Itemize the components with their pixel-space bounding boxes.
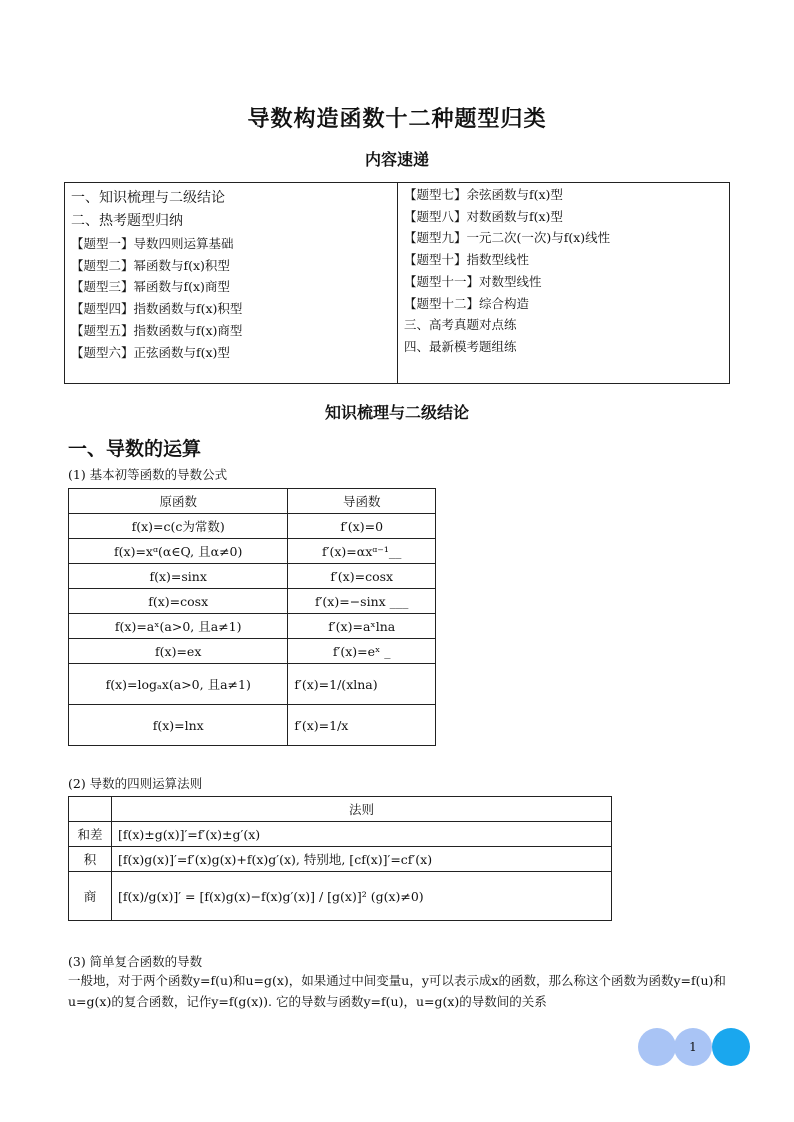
table-row — [69, 664, 436, 705]
table-cell: f(x)=ex — [69, 639, 288, 664]
table-cell: f′(x)=0 — [288, 514, 436, 539]
toc-item: 【题型二】幂函数与f(x)积型 — [71, 257, 230, 273]
section-title: 知识梳理与二级结论 — [324, 403, 469, 422]
table-cell: f′(x)=eˣ _ — [288, 639, 436, 664]
table-row — [69, 564, 436, 589]
table-cell: f(x)=sinx — [69, 564, 288, 589]
table-cell: f′(x)=−sinx ___ — [288, 589, 436, 614]
table-cell: f(x)=c(c为常数) — [69, 514, 288, 539]
rule-formula: [f(x)/g(x)]′ = [f(x)g(x)−f(x)g′(x)] / [g(x)]² (g(x)≠0) — [112, 872, 612, 921]
table-row — [69, 822, 612, 847]
column-header: 导函数 — [288, 489, 436, 514]
rule-label: 商 — [69, 872, 112, 921]
toc-item: 【题型六】正弦函数与f(x)型 — [71, 344, 230, 360]
toc-item: 三、高考真题对点练 — [404, 317, 517, 333]
rule-label: 积 — [69, 847, 112, 872]
column-header: 法则 — [112, 797, 612, 822]
table-row — [69, 705, 436, 746]
table-cell: f′(x)=1/x — [288, 705, 436, 746]
table-cell: f′(x)=αxᵅ⁻¹__ — [288, 539, 436, 564]
table-cell: f(x)=cosx — [69, 589, 288, 614]
table-cell: f(x)=aˣ(a>0, 且a≠1) — [69, 614, 288, 639]
toc-item: 【题型十一】对数型线性 — [404, 273, 542, 289]
table-header-row — [69, 797, 612, 822]
column-header: 原函数 — [69, 489, 288, 514]
page-decoration-circle — [638, 1028, 676, 1066]
table-row — [69, 539, 436, 564]
table-row — [69, 872, 612, 921]
table-row — [69, 847, 612, 872]
table-cell: f′(x)=cosx — [288, 564, 436, 589]
toc-item: 【题型九】一元二次(一次)与f(x)线性 — [404, 230, 611, 246]
page-decoration-circle — [712, 1028, 750, 1066]
composite-function-paragraph: 一般地，对于两个函数y=f(u)和u=g(x)，如果通过中间变量u，y可以表示成x的函数，那么称这个函数为函数y=f(u)和u=g(x)的复合函数，记作y=f(g(x)). 它的导数与函数y=f(u)，u=g(x)的导数间的关系 — [68, 973, 726, 1009]
toc-item: 【题型八】对数函数与f(x)型 — [404, 208, 563, 224]
table-row — [69, 614, 436, 639]
heading-derivative-operations: 一、导数的运算 — [68, 438, 202, 460]
toc-item: 【题型三】幂函数与f(x)商型 — [71, 279, 230, 295]
table-of-contents — [64, 182, 730, 384]
caption-arithmetic-rules: (2) 导数的四则运算法则 — [68, 776, 203, 791]
rule-formula: [f(x)g(x)]′=f′(x)g(x)+f(x)g′(x), 特别地, [cf(x)]′=cf′(x) — [112, 847, 612, 872]
page-number: 1 — [689, 1040, 697, 1054]
document-title: 导数构造函数十二种题型归类 — [247, 107, 547, 132]
table-cell: f′(x)=aˣlna — [288, 614, 436, 639]
toc-right-column — [398, 183, 729, 383]
derivative-formula-table — [68, 488, 436, 746]
toc-item: 一、知识梳理与二级结论 — [71, 190, 225, 206]
table-row — [69, 589, 436, 614]
table-cell: f(x)=logₐx(a>0, 且a≠1) — [69, 664, 288, 705]
toc-item: 【题型十】指数型线性 — [404, 252, 530, 268]
rule-formula: [f(x)±g(x)]′=f′(x)±g′(x) — [112, 822, 612, 847]
table-header-row — [69, 489, 436, 514]
toc-item: 二、热考题型归纳 — [71, 213, 183, 229]
toc-item: 【题型七】余弦函数与f(x)型 — [404, 187, 563, 202]
toc-item: 【题型一】导数四则运算基础 — [71, 236, 234, 251]
toc-item: 【题型五】指数函数与f(x)商型 — [71, 322, 243, 338]
column-header-empty — [69, 797, 112, 822]
table-cell: f′(x)=1/(xlna) — [288, 664, 436, 705]
contents-heading: 内容速递 — [364, 150, 429, 169]
toc-item: 【题型四】指数函数与f(x)积型 — [71, 301, 243, 317]
table-cell: f(x)=xᵅ(α∈Q, 且α≠0) — [69, 539, 288, 564]
toc-item: 【题型十二】综合构造 — [404, 295, 530, 311]
rule-label: 和差 — [69, 822, 112, 847]
table-cell: f(x)=lnx — [69, 705, 288, 746]
derivative-rules-table — [68, 796, 612, 921]
caption-composite-functions: (3) 简单复合函数的导数 — [68, 954, 203, 969]
toc-item: 四、最新模考题组练 — [404, 338, 517, 354]
table-row — [69, 514, 436, 539]
table-row — [69, 639, 436, 664]
toc-left-column — [65, 183, 398, 383]
caption-basic-formulas: (1) 基本初等函数的导数公式 — [68, 467, 228, 482]
